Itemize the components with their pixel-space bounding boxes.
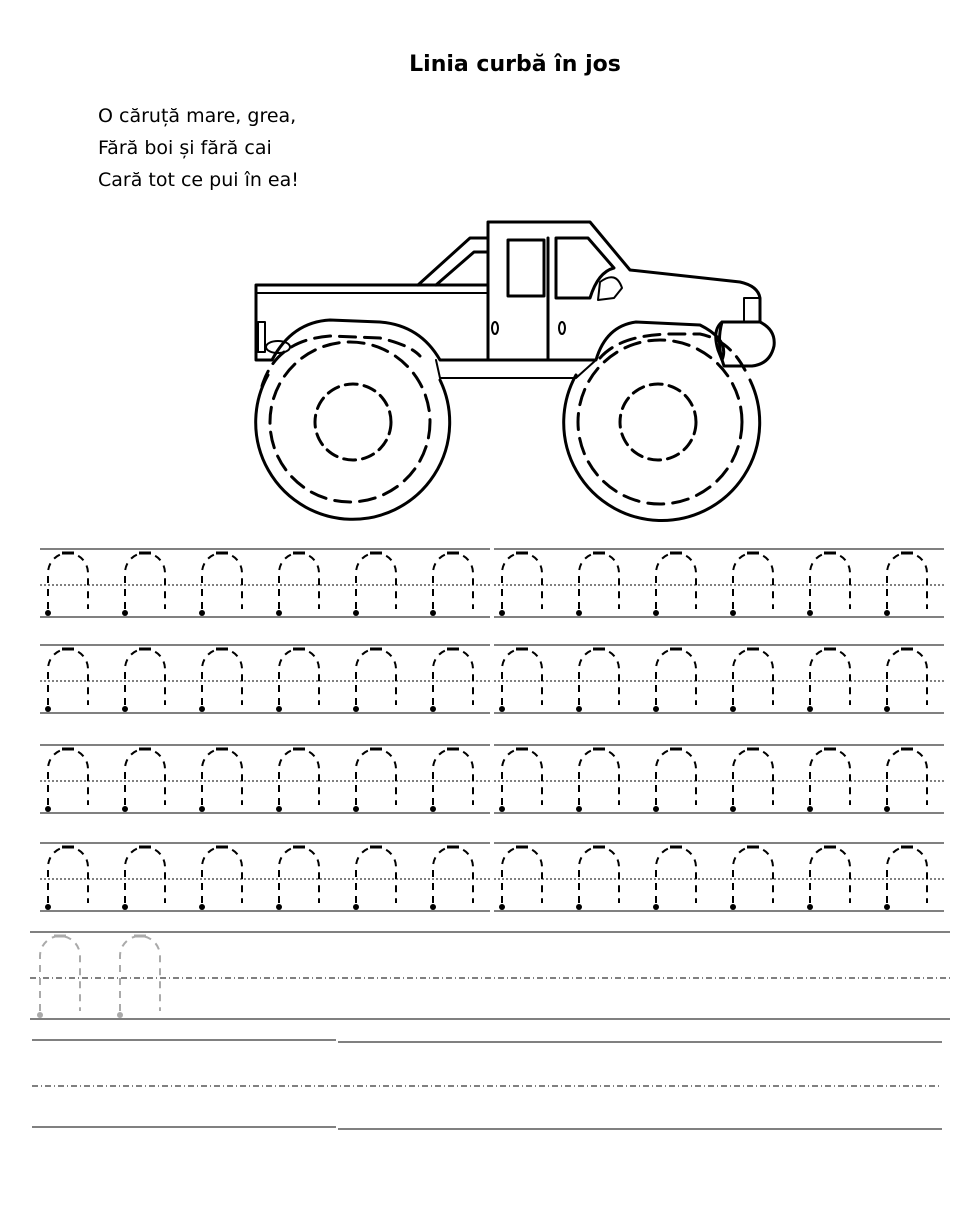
tracing-arch <box>656 847 696 903</box>
faded-example-arch-start-dot <box>117 1012 123 1018</box>
tracing-arch <box>733 749 773 805</box>
tracing-arch <box>579 649 619 705</box>
tracing-arch <box>656 749 696 805</box>
tracing-arch <box>125 749 165 805</box>
poem-line-3: Cară tot ce pui în ea! <box>98 169 299 191</box>
tracing-arch-start-dot <box>122 610 128 616</box>
tracing-arch-start-dot <box>884 610 890 616</box>
tracing-arch <box>579 847 619 903</box>
tracing-arch-start-dot <box>499 806 505 812</box>
tracing-arch-start-dot <box>199 904 205 910</box>
tracing-arch <box>433 847 473 903</box>
worksheet-title: Linia curbă în jos <box>409 52 621 77</box>
tracing-arch-start-dot <box>276 610 282 616</box>
tracing-arch-start-dot <box>807 610 813 616</box>
tracing-arch-start-dot <box>884 806 890 812</box>
tracing-arch <box>279 553 319 609</box>
tracing-arch <box>279 749 319 805</box>
tracing-arch-start-dot <box>430 806 436 812</box>
tracing-arch-start-dot <box>122 706 128 712</box>
tracing-arch <box>733 649 773 705</box>
tracing-arch <box>887 649 927 705</box>
tracing-arch-start-dot <box>807 806 813 812</box>
poem-line-2: Fără boi și fără cai <box>98 137 272 159</box>
tracing-arch <box>356 749 396 805</box>
tracing-arch-start-dot <box>276 904 282 910</box>
tracing-arch-start-dot <box>653 806 659 812</box>
tracing-arch <box>356 649 396 705</box>
tracing-arch-start-dot <box>122 904 128 910</box>
tracing-arch-start-dot <box>499 610 505 616</box>
tracing-arch-start-dot <box>653 610 659 616</box>
tracing-arch-start-dot <box>45 806 51 812</box>
tracing-arch <box>48 553 88 609</box>
tracing-arch-start-dot <box>499 904 505 910</box>
tracing-arch-start-dot <box>730 806 736 812</box>
tracing-arch-start-dot <box>807 706 813 712</box>
tracing-arch-start-dot <box>45 904 51 910</box>
tracing-arch-start-dot <box>353 706 359 712</box>
tracing-arch <box>125 847 165 903</box>
tracing-arch-start-dot <box>45 610 51 616</box>
tracing-arch <box>502 649 542 705</box>
tracing-arch-start-dot <box>576 904 582 910</box>
tracing-arch <box>810 749 850 805</box>
tracing-arch <box>502 553 542 609</box>
tracing-arch-start-dot <box>884 706 890 712</box>
tracing-arch <box>656 649 696 705</box>
tracing-arch-start-dot <box>653 904 659 910</box>
tracing-arch-start-dot <box>807 904 813 910</box>
tracing-arch-start-dot <box>430 706 436 712</box>
tracing-arch-start-dot <box>430 610 436 616</box>
tracing-arch-start-dot <box>199 610 205 616</box>
tracing-arch <box>279 649 319 705</box>
tracing-arch <box>202 749 242 805</box>
tracing-arch <box>733 847 773 903</box>
tracing-arch <box>656 553 696 609</box>
poem-line-1: O căruță mare, grea, <box>98 105 297 127</box>
tracing-arch <box>279 847 319 903</box>
tracing-arch-start-dot <box>353 904 359 910</box>
tracing-arch-start-dot <box>499 706 505 712</box>
tracing-arch-start-dot <box>730 706 736 712</box>
tracing-arch <box>579 553 619 609</box>
tracing-arch <box>887 553 927 609</box>
tracing-arch <box>48 749 88 805</box>
tracing-arch-start-dot <box>576 806 582 812</box>
tracing-arch-start-dot <box>122 806 128 812</box>
faded-example-arch-start-dot <box>37 1012 43 1018</box>
tracing-arch-start-dot <box>576 706 582 712</box>
tracing-arch <box>887 749 927 805</box>
tracing-arch <box>125 553 165 609</box>
tracing-arch <box>502 847 542 903</box>
tracing-area <box>30 549 950 1129</box>
tracing-arch-start-dot <box>884 904 890 910</box>
tracing-arch-start-dot <box>730 610 736 616</box>
tracing-arch <box>202 553 242 609</box>
tracing-arch <box>433 553 473 609</box>
tracing-arch <box>356 553 396 609</box>
tracing-arch-start-dot <box>653 706 659 712</box>
tracing-arch <box>202 847 242 903</box>
tracing-arch-start-dot <box>199 706 205 712</box>
tracing-arch <box>433 649 473 705</box>
tracing-arch <box>202 649 242 705</box>
tracing-arch <box>48 649 88 705</box>
tracing-arch <box>579 749 619 805</box>
tracing-arch <box>356 847 396 903</box>
tracing-arch <box>887 847 927 903</box>
tracing-arch <box>125 649 165 705</box>
monster-truck-illustration <box>256 222 775 521</box>
tracing-arch <box>810 847 850 903</box>
tracing-arch-start-dot <box>276 706 282 712</box>
tracing-arch <box>810 649 850 705</box>
tracing-arch <box>433 749 473 805</box>
tracing-arch-start-dot <box>199 806 205 812</box>
tracing-arch-start-dot <box>353 610 359 616</box>
tracing-arch <box>733 553 773 609</box>
tracing-arch-start-dot <box>45 706 51 712</box>
tracing-arch-start-dot <box>730 904 736 910</box>
tracing-arch <box>48 847 88 903</box>
tracing-arch <box>810 553 850 609</box>
tracing-arch-start-dot <box>276 806 282 812</box>
tracing-arch-start-dot <box>430 904 436 910</box>
tracing-arch <box>502 749 542 805</box>
faded-example-arch <box>120 936 160 1011</box>
faded-example-arch <box>40 936 80 1011</box>
tracing-arch-start-dot <box>353 806 359 812</box>
tracing-arch-start-dot <box>576 610 582 616</box>
